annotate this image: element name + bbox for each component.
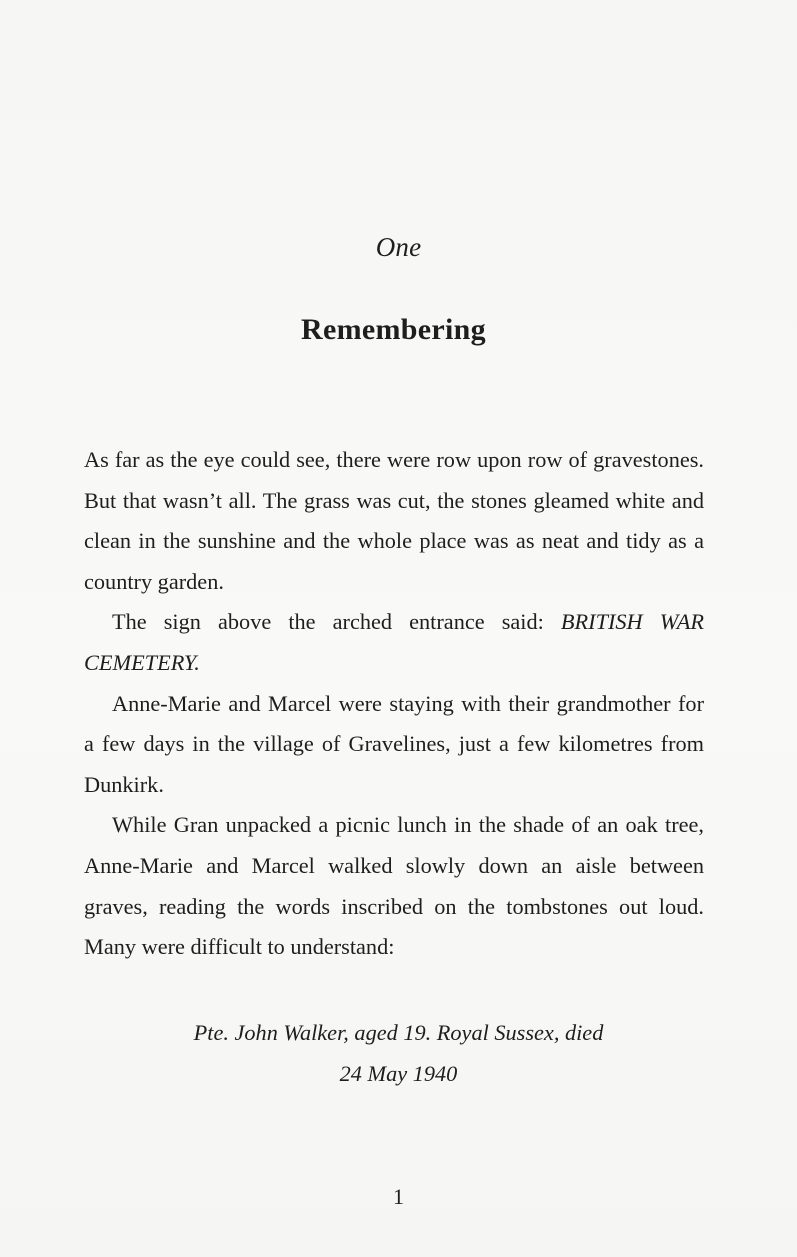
paragraph-2 [84, 602, 704, 683]
chapter-title: Remembering [301, 313, 486, 346]
page-number: 1 [393, 1184, 404, 1209]
inscription-line-2: 24 May 1940 [339, 1061, 458, 1086]
chapter-body [84, 440, 704, 968]
paragraph-3: Anne-Marie and Marcel were staying with their grandmother for a few days in the village of Gravelines, just a few kilometres from Dunkirk. [84, 690, 704, 797]
chapter-number: One [375, 232, 422, 262]
paragraph-2-text: The sign above the arched entrance said: [112, 609, 561, 635]
paragraph-4: While Gran unpacked a picnic lunch in the shade of an oak tree, Anne-Marie and Marcel walked slowly down an aisle between graves, reading the words inscribed on the tombstones out loud. Many were difficult to understand: [84, 812, 704, 960]
tombstone-inscription [0, 1012, 797, 1094]
paragraph-1: As far as the eye could see, there were row upon row of gravestones. But that wasn’t all. The grass was cut, the stones gleamed white and clean in the sunshine and the whole place was as neat and tidy as a country garden. [84, 447, 704, 594]
cemetery-sign-text: BRITISH WAR CEMETERY. [84, 609, 705, 675]
inscription-line-1: Pte. John Walker, aged 19. Royal Sussex, died [193, 1020, 604, 1045]
